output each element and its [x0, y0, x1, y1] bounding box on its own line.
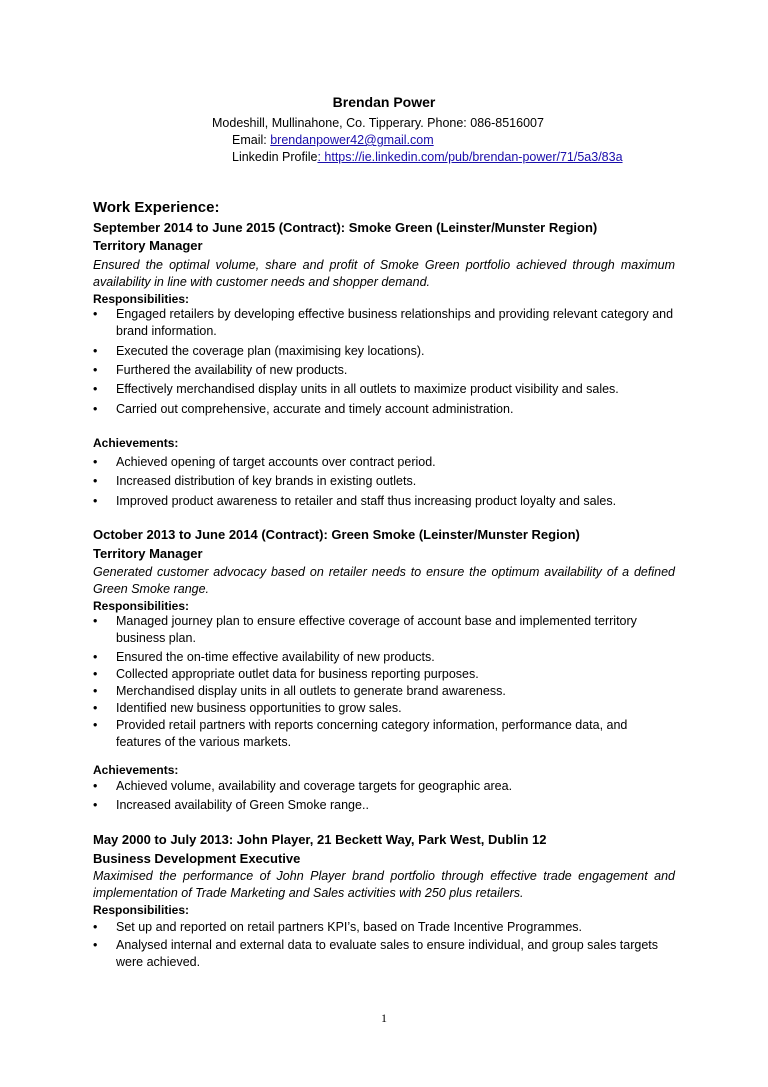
job-2-responsibilities-label: Responsibilities:: [93, 599, 190, 613]
job-2-achievement: • Achieved volume, availability and coverage targets for geographic area.: [93, 779, 513, 793]
bullet: •: [93, 474, 98, 488]
job-1-achievement: • Improved product awareness to retailer and staff thus increasing product loyalty and sales.: [93, 494, 617, 508]
page-number: 1: [381, 1011, 387, 1025]
bullet: •: [93, 307, 98, 321]
job-1-responsibility: • Effectively merchandised display units in all outlets to maximize product visibility and sales.: [93, 382, 619, 396]
job-3-responsibility: • Set up and reported on retail partners KPI’s, based on Trade Incentive Programmes.: [93, 920, 583, 934]
job-2-responsibility: • Identified new business opportunities to grow sales.: [93, 701, 402, 715]
job-2-summary: Generated customer advocacy based on retailer needs to ensure the optimum availability of a defined Green Smoke range.: [93, 565, 675, 596]
bullet: •: [93, 779, 98, 793]
bullet: •: [93, 455, 98, 469]
bullet: •: [93, 382, 98, 396]
bullet: •: [93, 667, 98, 681]
job-2-period: October 2013 to June 2014 (Contract): Green Smoke (Leinster/Munster Region): [93, 527, 580, 542]
job-2-achievement: • Increased availability of Green Smoke range..: [93, 798, 369, 812]
resume-body: [93, 0, 675, 1000]
job-1-period: September 2014 to June 2015 (Contract): Smoke Green (Leinster/Munster Region): [93, 220, 598, 235]
job-1-role: Territory Manager: [93, 238, 203, 253]
job-1-responsibility: • Furthered the availability of new products.: [93, 363, 348, 377]
job-1-achievement: • Achieved opening of target accounts over contract period.: [93, 455, 436, 469]
job-1-responsibility: • Carried out comprehensive, accurate and timely account administration.: [93, 402, 514, 416]
job-3-period: May 2000 to July 2013: John Player, 21 Beckett Way, Park West, Dublin 12: [93, 832, 547, 847]
bullet: •: [93, 701, 98, 715]
job-2-achievements-label: Achievements:: [93, 763, 179, 777]
bullet: •: [93, 684, 98, 698]
bullet: •: [93, 402, 98, 416]
job-1-responsibilities-label: Responsibilities:: [93, 292, 190, 306]
email-link[interactable]: brendanpower42@gmail.com: [270, 133, 434, 147]
email-label: Email:: [232, 133, 271, 147]
job-3-role: Business Development Executive: [93, 851, 301, 866]
job-1-summary: Ensured the optimal volume, share and profit of Smoke Green portfolio achieved through maximum availability in line with customer needs and shopper demand.: [93, 258, 675, 289]
job-2-responsibility: • Provided retail partners with reports concerning category information, performance data, and features of the various markets.: [93, 718, 628, 749]
bullet: •: [93, 614, 98, 628]
bullet: •: [93, 494, 98, 508]
bullet: •: [93, 363, 98, 377]
job-2-role: Territory Manager: [93, 546, 203, 561]
bullet: •: [93, 718, 98, 732]
job-2-responsibility: • Managed journey plan to ensure effective coverage of account base and implemented territory business plan.: [93, 614, 637, 645]
linkedin-link[interactable]: : https://ie.linkedin.com/pub/brendan-power/71/5a3/83a: [317, 150, 623, 164]
candidate-name: Brendan Power: [332, 94, 436, 110]
job-3-summary: Maximised the performance of John Player brand portfolio through effective trade engagement and implementation of Trade Marketing and Sales activities with 250 plus retailers.: [93, 869, 675, 900]
job-1-responsibility: • Engaged retailers by developing effective business relationships and providing relevant category and brand information.: [93, 307, 674, 338]
bullet: •: [93, 938, 98, 952]
job-1-achievement: • Increased distribution of key brands in existing outlets.: [93, 474, 417, 488]
job-1-achievements-label: Achievements:: [93, 436, 179, 450]
bullet: •: [93, 920, 98, 934]
bullet: •: [93, 344, 98, 358]
linkedin-label: Linkedin Profile: [232, 150, 318, 164]
address-line: Modeshill, Mullinahone, Co. Tipperary. Phone: 086-8516007: [212, 116, 544, 130]
job-2-responsibility: • Ensured the on-time effective availability of new products.: [93, 650, 435, 664]
job-2-responsibility: • Merchandised display units in all outlets to generate brand awareness.: [93, 684, 506, 698]
job-2-responsibility: • Collected appropriate outlet data for business reporting purposes.: [93, 667, 479, 681]
bullet: •: [93, 798, 98, 812]
job-3-responsibilities-label: Responsibilities:: [93, 903, 190, 917]
bullet: •: [93, 650, 98, 664]
job-1-responsibility: • Executed the coverage plan (maximising key locations).: [93, 344, 425, 358]
section-title-work-experience: Work Experience:: [93, 199, 220, 216]
job-3-responsibility: • Analysed internal and external data to evaluate sales to ensure individual, and group sales targets were achieved.: [93, 938, 659, 969]
